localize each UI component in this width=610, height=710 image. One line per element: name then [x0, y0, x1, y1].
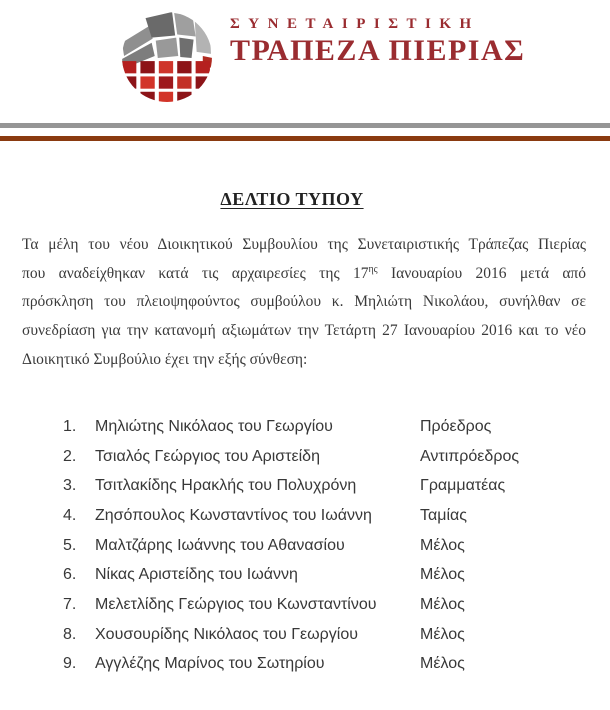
bank-logo-mosaic-icon	[121, 11, 213, 103]
ordinal-superscript: ης	[368, 263, 378, 275]
body-paragraph	[22, 231, 586, 374]
member-name: Μαλτζάρης Ιωάννης του Αθανασίου	[95, 536, 345, 554]
member-number: 3.	[63, 477, 77, 495]
board-member-row	[63, 442, 585, 472]
member-number: 2.	[63, 447, 77, 465]
board-member-row	[63, 650, 585, 680]
member-name: Αγγλέζης Μαρίνος του Σωτηρίου	[95, 655, 325, 673]
member-number: 4.	[63, 506, 77, 524]
member-role: Μέλος	[420, 625, 465, 643]
member-number: 1.	[63, 417, 77, 435]
member-number: 7.	[63, 595, 77, 613]
member-role: Πρόεδρος	[420, 417, 492, 435]
member-name: Ζησόπουλος Κωνσταντίνος του Ιωάννη	[95, 506, 372, 524]
member-role: Αντιπρόεδρος	[420, 447, 520, 465]
member-name: Νίκας Αριστείδης του Ιωάννη	[95, 566, 298, 584]
paragraph-text: που αναδείχθηκαν κατά τις αρχαιρεσίες της 17	[22, 264, 369, 282]
member-number: 5.	[63, 536, 77, 554]
divider-gray-bar	[0, 123, 610, 128]
member-role: Ταμίας	[420, 506, 467, 524]
member-number: 6.	[63, 566, 77, 584]
member-name: Τσιτλακίδης Ηρακλής του Πολυχρόνη	[95, 477, 357, 495]
member-role: Μέλος	[420, 595, 465, 613]
paragraph-line: Τα μέλη του νέου Διοικητικού Συμβουλίου της Συνεταιριστικής Τράπεζας Πιερίας	[22, 236, 586, 253]
member-role: Μέλος	[420, 655, 465, 673]
board-member-row	[63, 412, 585, 442]
board-member-row	[63, 620, 585, 650]
divider-brown-bar	[0, 136, 610, 141]
board-member-row	[63, 471, 585, 501]
bank-name-line2: ΤΡΑΠΕΖΑ ΠΙΕΡΙΑΣ	[230, 34, 526, 67]
member-number: 9.	[63, 655, 77, 673]
paragraph-line: συνεδρίαση για την κατανομή αξιωμάτων την Τετάρτη 27 Ιανουαρίου 2016 και το νέο	[22, 322, 586, 340]
paragraph-line: πρόσκληση του πλειοψηφούντος συμβούλου κ. Μηλιώτη Νικολάου, συνήλθαν σε	[22, 293, 586, 311]
bank-logo	[121, 11, 525, 103]
board-member-row	[63, 590, 585, 620]
member-role: Γραμματέας	[420, 477, 506, 495]
member-role: Μέλος	[420, 566, 465, 584]
member-number: 8.	[63, 625, 77, 643]
member-name: Τσιαλός Γεώργιος του Αριστείδη	[95, 447, 320, 465]
member-name: Μηλιώτης Νικόλαος του Γεωργίου	[95, 417, 333, 435]
board-member-list	[63, 412, 585, 679]
paragraph-text: Ιανουαρίου 2016 μετά από	[377, 264, 586, 282]
board-member-row	[63, 531, 585, 561]
bank-logo-text	[230, 11, 525, 67]
document-title: ΔΕΛΤΙΟ ΤΥΠΟΥ	[220, 189, 364, 209]
board-member-row	[63, 501, 585, 531]
bank-name-line1: ΣΥΝΕΤΑΙΡΙΣΤΙΚΗ	[230, 16, 480, 32]
member-name: Μελετλίδης Γεώργιος του Κωνσταντίνου	[95, 595, 377, 613]
board-member-row	[63, 560, 585, 590]
paragraph-line	[22, 260, 586, 289]
paragraph-line: Διοικητικό Συμβούλιο έχει την εξής σύνθεση:	[22, 350, 308, 368]
member-role: Μέλος	[420, 536, 465, 554]
member-name: Χουσουρίδης Νικόλαος του Γεωργίου	[95, 625, 358, 643]
